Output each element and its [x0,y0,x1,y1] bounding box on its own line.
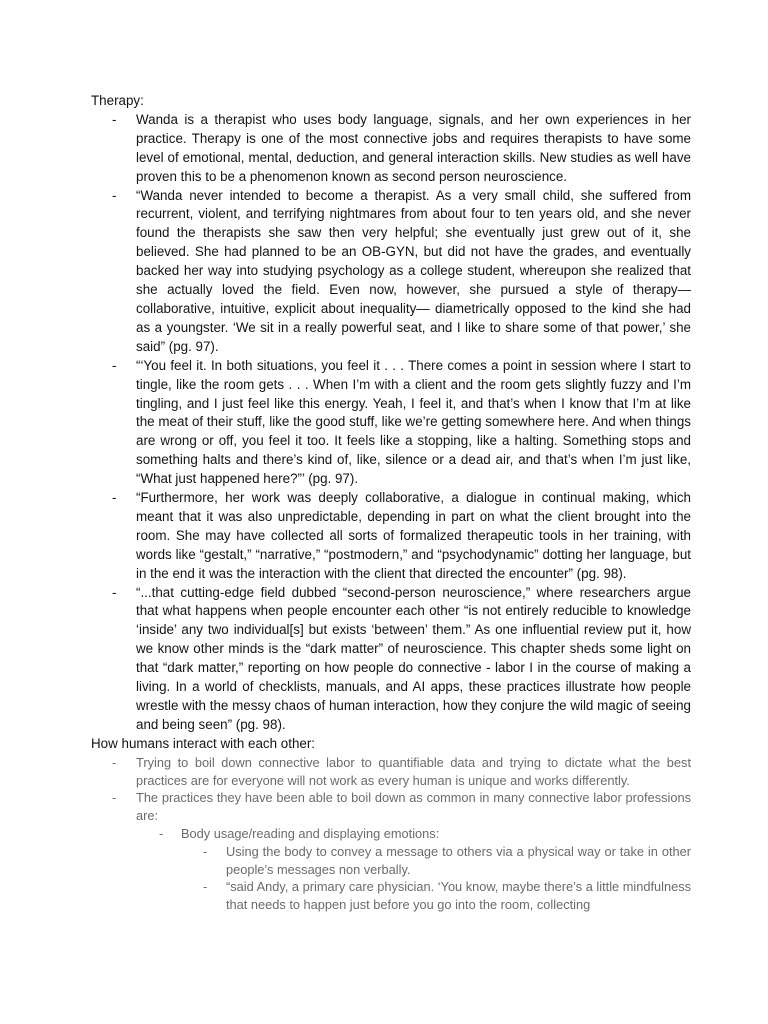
therapy-bullet [91,111,691,187]
bullet-dash: - [203,843,208,859]
interaction-bullet [91,754,691,790]
interaction-bullet [91,789,691,825]
interaction-bullet-list [91,754,691,914]
therapy-bullet [91,489,691,584]
bullet-text: Body usage/reading and displaying emotions: [181,825,440,841]
bullet-text: “Wanda never intended to become a therapist. As a very small child, she suffered from recurrent, violent, and terrifying nightmares from about four to ten years old, and she never found the therapists she saw then very helpful; she eventually just grew out of it, she believed. She had planned to be an OB-GYN, but did not have the grades, and eventually backed her way into studying psychology as a college student, whereupon she realized that she actually loved the field. Even now, however, she pursued a style of therapy— collaborative, intuitive, explicit about inequality— diametrically opposed to the kind she had as a youngster. ‘We sit in a really powerful seat, and I like to share some of that power,’ she said” (pg. 97). [136,187,691,354]
section-heading-interaction: How humans interact with each other: [91,735,316,751]
interaction-sub-bullet [91,843,691,879]
bullet-dash: - [203,879,208,895]
bullet-dash: - [112,111,117,127]
bullet-text: Using the body to convey a message to others via a physical way or take in other people’s messages non verbally. [226,843,691,877]
bullet-text: “said Andy, a primary care physician. ‘You know, maybe there’s a little mindfulness that needs to happen just before you go into the room, collecting [226,879,691,913]
therapy-bullet [91,357,691,489]
bullet-dash: - [112,584,117,600]
therapy-bullet [91,584,691,735]
interaction-sub-bullet [91,878,691,914]
bullet-text: “Furthermore, her work was deeply collaborative, a dialogue in continual making, which meant that it was also unpredictable, depending in part on what the client brought into the room. She may have collected all sorts of formalized therapeutic tools in her training, with words like “gestalt,” “narrative,” “postmodern,” and “psychodynamic” dotting her language, but in the end it was the interaction with the client that directed the encounter” (pg. 98). [136,490,691,581]
bullet-text: Trying to boil down connective labor to quantifiable data and trying to dictate what the best practices are for everyone will not work as every human is unique and works differently. [136,754,691,788]
bullet-text: “‘You feel it. In both situations, you feel it . . . There comes a point in session where I start to tingle, like the room gets . . . When I’m with a client and the room gets slightly fuzzy and I’m tingling, and I just feel like this energy. Yeah, I feel it, and that’s when I know that I’m at like the meat of their stuff, like the good stuff, like we’re getting somewhere here. And when things are wrong or off, you feel it too. It feels like a stopping, like a halting. Something stops and something halts and there’s kind of, like, silence or a dead air, and that’s when I’m just like, “What just happened here?”’ (pg. 97). [136,357,691,487]
section-heading-therapy: Therapy: [91,93,144,108]
therapy-bullet [91,187,691,357]
document-page [91,92,691,914]
therapy-bullet-list [91,111,691,735]
bullet-dash: - [112,357,117,373]
bullet-dash: - [112,187,117,203]
bullet-text: The practices they have been able to boil down as common in many connective labor professions are: [136,790,691,824]
interaction-sub-heading [91,825,691,843]
bullet-dash: - [112,754,117,770]
bullet-dash: - [112,790,117,806]
bullet-dash: - [159,825,164,841]
bullet-text: “...that cutting-edge field dubbed “second-person neuroscience,” where researchers argue that what happens when people encounter each other “is not entirely reducible to knowledge ‘inside’ any two individual[s] but exists ‘between’ them.” As one influential review put it, how we know other minds is the “dark matter” of neuroscience. This chapter sheds some light on that “dark matter,” reporting on how people do connective - labor I in the course of making a living. In a world of checklists, manuals, and AI apps, these practices illustrate how people wrestle with the messy chaos of human interaction, how they conjure the wild magic of seeing and being seen” (pg. 98). [136,584,691,732]
bullet-dash: - [112,490,117,506]
bullet-text: Wanda is a therapist who uses body language, signals, and her own experiences in her practice. Therapy is one of the most connective jobs and requires therapists to have some level of emotional, mental, deduction, and general interaction skills. New studies as well have proven this to be a phenomenon known as second person neuroscience. [136,111,691,184]
